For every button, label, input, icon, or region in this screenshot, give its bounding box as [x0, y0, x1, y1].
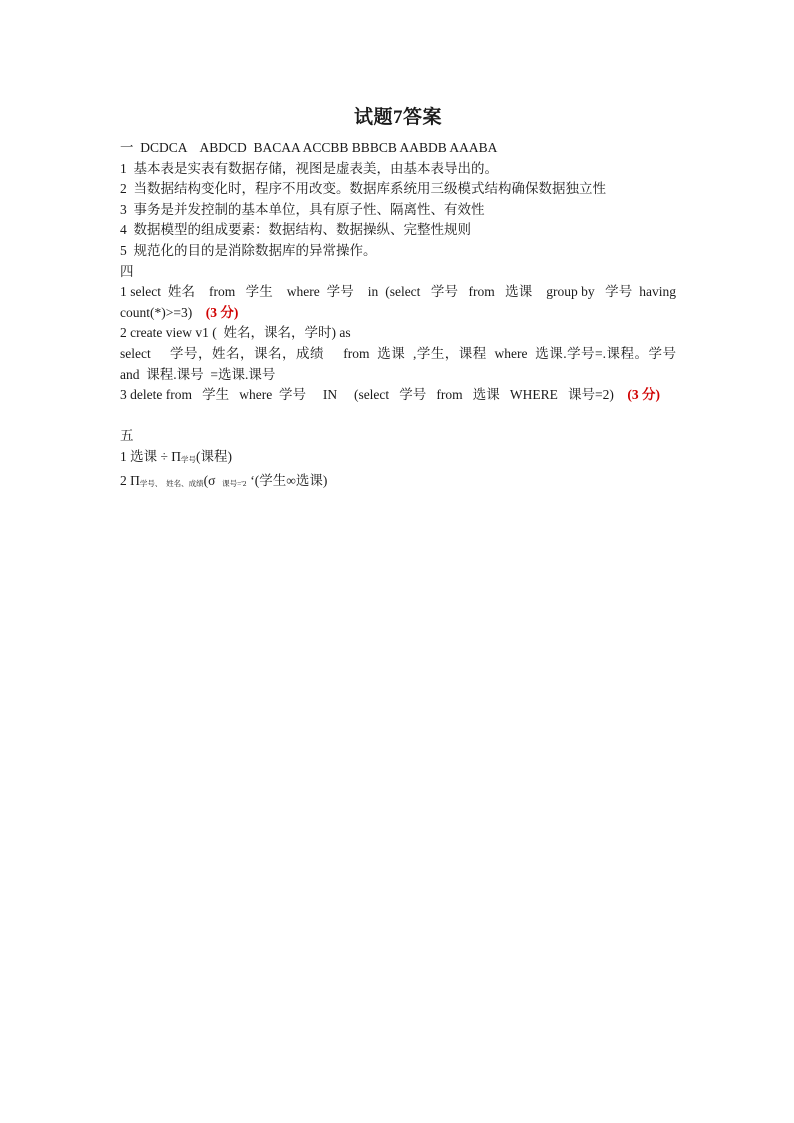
section-1-answer-key: DCDCA ABDCD BACAA ACCBB BBBCB AABDB AAABA — [140, 140, 498, 155]
section-4-q1-line-2 — [120, 303, 676, 324]
section-5-q1 — [120, 447, 676, 471]
section-3-item-5: 5 规范化的目的是消除数据库的异常操作。 — [120, 242, 377, 258]
section-4-q3-score: (3 分) — [627, 387, 661, 403]
section-4-q3-sql: 3 delete from 学生 where 学号 IN (select 学号 from 选课 WHERE 课号=2) — [120, 387, 628, 403]
section-3-item-3: 3 事务是并发控制的基本单位，具有原子性、隔离性、有效性 — [120, 201, 485, 217]
document-page — [120, 104, 676, 494]
section-5-q2 — [120, 471, 676, 495]
section-3-item-2: 2 当数据结构变化时，程序不用改变。数据库系统用三级模式结构确保数据独立性 — [120, 181, 606, 197]
section-5-q2-prefix: 2 Π — [120, 472, 140, 488]
section-5-q2-projection-subscript: 学号、 姓名、成绩 — [139, 478, 204, 488]
section-5-label: 五 — [120, 428, 134, 444]
section-4-q2-line-1: 2 create view v1 ( 姓名，课名，学时) as — [120, 325, 351, 341]
section-1-label: 一 — [120, 140, 134, 155]
section-4-q2-line-3: and 课程.课号 =选课.课号 — [120, 366, 276, 382]
section-3-item-1: 1 基本表是实表有数据存储，视图是虚表美，由基本表导出的。 — [120, 160, 498, 176]
section-3-item-4: 4 数据模型的组成要素：数据结构、数据操纵、完整性规则 — [120, 222, 471, 238]
section-1-answers — [120, 138, 676, 159]
section-5-q2-selection-subscript: 课号='2 — [222, 478, 251, 488]
section-4-q1-score: (3 分) — [205, 304, 239, 320]
spacer — [120, 406, 676, 427]
section-5-q2-suffix: ‘(学生∞选课) — [250, 472, 328, 488]
page-title: 试题7答案 — [353, 107, 442, 128]
section-5-q1-subscript: 学号 — [181, 454, 197, 464]
section-4-label: 四 — [120, 263, 134, 279]
section-5-q2-sigma: (σ — [203, 472, 223, 488]
section-5-q1-prefix: 1 选课 ÷ Π — [120, 448, 182, 464]
section-4-q2-line-2: select 学号，姓名，课名，成绩 from 选课 ,学生，课程 where 选课.学号=.课程。学号 — [120, 345, 676, 361]
section-4-q3-line-1 — [120, 385, 676, 406]
section-5-q1-suffix: (课程) — [196, 448, 233, 464]
section-4-q1-sql-end: count(*)>=3) — [120, 304, 206, 320]
section-4-q1-line-1: 1 select 姓名 from 学生 where 学号 in (select 学号 from 选课 group by 学号 having — [120, 284, 676, 300]
